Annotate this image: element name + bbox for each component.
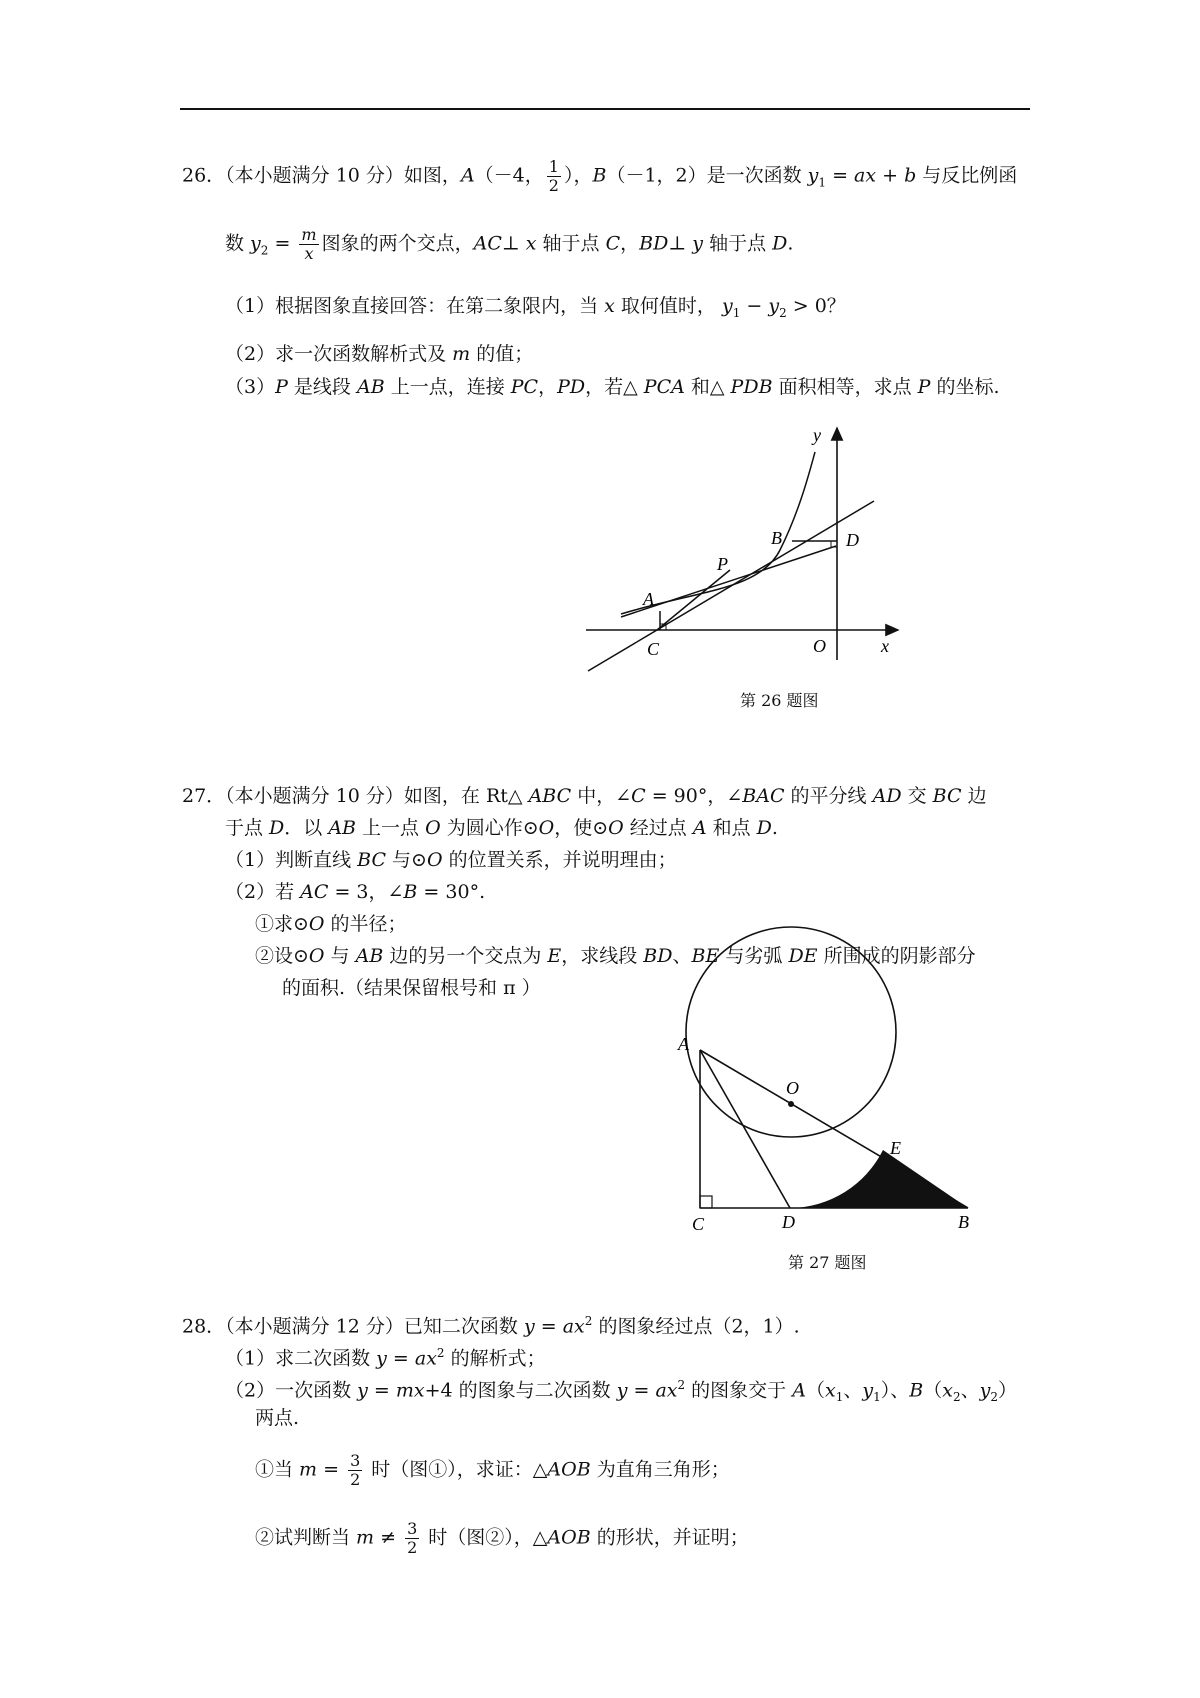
label-o: O xyxy=(813,636,826,656)
q27-sub2: ②设⊙O 与 AB 边的另一个交点为 E，求线段 BD、BE 与劣弧 DE 所围成的阴影部分 xyxy=(255,945,976,967)
label-a: A xyxy=(643,589,654,609)
label-a-27: A xyxy=(678,1034,689,1054)
q28-part2-cont: 两点. xyxy=(255,1407,300,1429)
label-b-27: B xyxy=(958,1212,969,1232)
q27-part1: （1）判断直线 BC 与⊙O 的位置关系，并说明理由； xyxy=(225,849,677,871)
q26-line2: 数 $y_2$ = $\frac{m}{x}$ 图象的两个交点，AC⊥ x 轴于点 C，BD⊥ y 轴于点 D. xyxy=(225,225,794,263)
q27-caption: 第 27 题图 xyxy=(788,1253,867,1272)
fraction-m-over-x: $\frac{m}{x}$ xyxy=(301,225,317,263)
q26-caption: 第 26 题图 xyxy=(740,691,819,710)
label-y: y xyxy=(813,425,821,445)
shaded-region xyxy=(790,1150,968,1208)
label-d-27: D xyxy=(782,1212,795,1232)
fraction-three-halves-2: $\frac{3}{2}$ xyxy=(407,1519,418,1557)
q28-part1: （1）求二次函数 $y = ax^2$ 的解析式； xyxy=(225,1346,546,1370)
q27-line1: 27．（本小题满分 10 分）如图，在 Rt△ ABC 中，∠C = 90°，∠BAC 的平分线 AD 交 BC 边 xyxy=(182,785,987,807)
q28-part2: （2）一次函数 y = mx+4 的图象与二次函数 $y = ax^2$ 的图象交于 $A(x_1$、$y_1$）、$B(x_2$、$y_2$） xyxy=(225,1378,1017,1405)
fraction-three-halves-1: $\frac{3}{2}$ xyxy=(350,1451,361,1489)
q26-part3: （3）P 是线段 AB 上一点，连接 PC，PD，若△ PCA 和△ PDB 面积相等，求点 P 的坐标. xyxy=(225,376,1000,398)
label-c-27: C xyxy=(692,1214,705,1234)
label-c: C xyxy=(647,639,660,659)
label-e-27: E xyxy=(890,1138,901,1158)
right-angle-c-27 xyxy=(700,1196,712,1208)
q26-part2: （2）求一次函数解析式及 m 的值； xyxy=(225,343,534,365)
q28-sub1: ①当 m = $\frac{3}{2}$ 时（图①），求证：△AOB 为直角三角形； xyxy=(255,1451,730,1489)
center-point-o xyxy=(788,1101,794,1107)
fraction-half: $\frac{1}{2}$ xyxy=(548,157,559,195)
label-o-27: O xyxy=(786,1078,799,1098)
q27-line2: 于点 D．以 AB 上一点 O 为圆心作⊙O，使⊙O 经过点 A 和点 D. xyxy=(225,817,778,839)
segment-a-b xyxy=(700,1050,968,1208)
q27-part2: （2）若 AC = 3，∠B = 30°. xyxy=(225,881,486,903)
q28-sub2: ②试判断当 m ≠ $\frac{3}{2}$ 时（图②），△AOB 的形状，并证明； xyxy=(255,1519,749,1557)
q28-line1: 28．（本小题满分 12 分）已知二次函数 $y = ax^2$ 的图象经过点（2，1）. xyxy=(182,1314,800,1338)
q27-sub2-cont: 的面积.（结果保留根号和 π ） xyxy=(282,977,541,999)
segment-p-c xyxy=(657,570,730,630)
q26-line1: 26．（本小题满分 10 分）如图，A（－4， $\frac{1}{2}$ ），B（－1，2）是一次函数 $y_1$ = ax + b 与反比例函 xyxy=(182,157,1018,195)
q26-part1: （1）根据图象直接回答：在第二象限内，当 x 取何值时， $y_1 - y_2 > 0$？ xyxy=(225,295,846,320)
label-x: x xyxy=(881,636,889,656)
label-b: B xyxy=(771,528,782,548)
segment-a-d xyxy=(700,1050,790,1208)
label-d: D xyxy=(846,530,859,550)
q27-sub1: ①求⊙O 的半径； xyxy=(255,913,407,935)
label-p: P xyxy=(717,554,728,574)
